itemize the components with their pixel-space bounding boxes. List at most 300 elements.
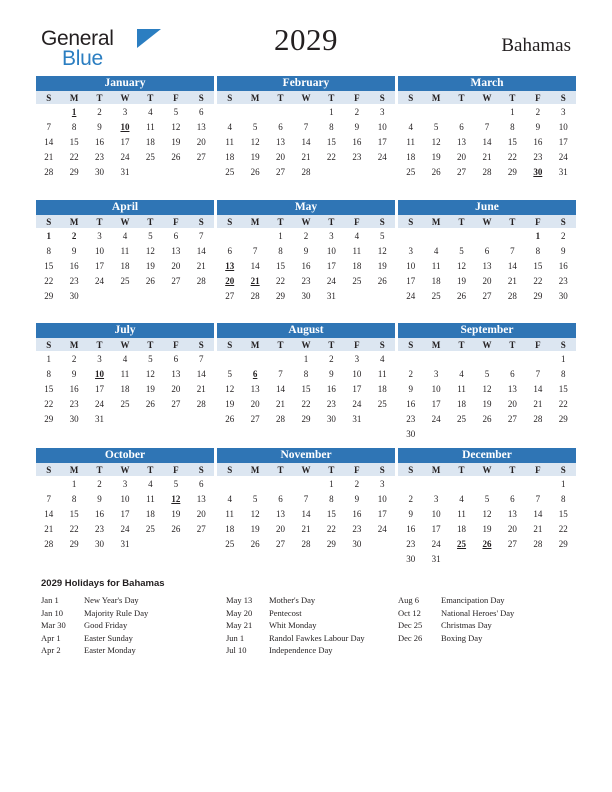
day-cell[interactable]: 19	[145, 383, 155, 394]
day-cell[interactable]: 6	[199, 106, 204, 117]
day-cell[interactable]: 2	[303, 230, 309, 241]
day-cell[interactable]: 1	[329, 106, 334, 117]
day-cell[interactable]: 13	[196, 121, 206, 132]
day-cell[interactable]: 20	[276, 151, 286, 162]
day-cell[interactable]: 25	[225, 166, 235, 177]
day-cell[interactable]: 11	[352, 245, 362, 256]
day-cell[interactable]: 25	[145, 151, 155, 162]
day-cell[interactable]: 22	[44, 275, 54, 286]
day-cell[interactable]: 9	[97, 493, 102, 504]
day-cell[interactable]: 23	[95, 523, 105, 534]
day-cell-holiday[interactable]: 21	[250, 275, 260, 286]
day-cell[interactable]: 23	[326, 398, 336, 409]
day-cell[interactable]: 7	[535, 493, 541, 504]
day-cell[interactable]: 15	[276, 260, 286, 271]
day-cell[interactable]: 17	[95, 260, 105, 271]
day-cell[interactable]: 18	[431, 275, 441, 286]
day-cell[interactable]: 19	[482, 398, 492, 409]
day-cell[interactable]: 31	[558, 166, 568, 177]
day-cell[interactable]: 8	[46, 245, 51, 256]
day-cell[interactable]: 22	[558, 523, 568, 534]
day-cell[interactable]: 28	[196, 275, 206, 286]
day-cell[interactable]: 16	[533, 136, 543, 147]
day-cell[interactable]: 12	[377, 245, 387, 256]
day-cell-holiday[interactable]: 2	[71, 230, 77, 241]
day-cell[interactable]: 28	[301, 166, 311, 177]
day-cell-holiday[interactable]: 12	[171, 493, 181, 504]
day-cell[interactable]: 8	[329, 493, 334, 504]
day-cell[interactable]: 22	[558, 398, 568, 409]
day-cell[interactable]: 27	[171, 398, 181, 409]
day-cell[interactable]: 8	[510, 121, 515, 132]
day-cell[interactable]: 29	[326, 538, 336, 549]
day-cell[interactable]: 22	[507, 151, 517, 162]
day-cell[interactable]: 5	[252, 121, 258, 132]
day-cell[interactable]: 14	[507, 260, 517, 271]
day-cell[interactable]: 21	[301, 523, 311, 534]
day-cell[interactable]: 3	[433, 493, 439, 504]
day-cell[interactable]: 24	[406, 290, 416, 301]
day-cell[interactable]: 3	[122, 478, 128, 489]
day-cell[interactable]: 23	[352, 523, 362, 534]
day-cell[interactable]: 29	[276, 290, 286, 301]
day-cell[interactable]: 10	[352, 368, 362, 379]
day-cell[interactable]: 26	[250, 538, 260, 549]
day-cell[interactable]: 7	[303, 493, 309, 504]
day-cell[interactable]: 24	[120, 151, 130, 162]
day-cell[interactable]: 16	[406, 523, 416, 534]
day-cell[interactable]: 15	[533, 260, 543, 271]
day-cell[interactable]: 14	[482, 136, 492, 147]
day-cell[interactable]: 30	[95, 538, 105, 549]
day-cell[interactable]: 11	[457, 383, 466, 394]
day-cell[interactable]: 7	[303, 121, 309, 132]
day-cell[interactable]: 14	[533, 383, 543, 394]
day-cell[interactable]: 24	[95, 398, 105, 409]
day-cell[interactable]: 5	[484, 493, 490, 504]
day-cell[interactable]: 11	[120, 245, 130, 256]
day-cell[interactable]: 21	[44, 151, 54, 162]
day-cell[interactable]: 13	[171, 368, 181, 379]
day-cell[interactable]: 5	[484, 368, 490, 379]
day-cell[interactable]: 28	[276, 413, 286, 424]
day-cell[interactable]: 29	[558, 538, 568, 549]
day-cell[interactable]: 13	[171, 245, 181, 256]
day-cell[interactable]: 18	[120, 260, 130, 271]
day-cell[interactable]: 20	[196, 508, 206, 519]
day-cell[interactable]: 25	[225, 538, 235, 549]
day-cell[interactable]: 18	[406, 151, 416, 162]
day-cell[interactable]: 17	[406, 275, 416, 286]
day-cell[interactable]: 24	[431, 538, 441, 549]
day-cell[interactable]: 21	[44, 523, 54, 534]
day-cell[interactable]: 27	[457, 166, 467, 177]
day-cell[interactable]: 12	[250, 508, 260, 519]
day-cell[interactable]: 25	[352, 275, 362, 286]
day-cell[interactable]: 3	[354, 353, 360, 364]
day-cell[interactable]: 20	[457, 151, 467, 162]
day-cell[interactable]: 19	[431, 151, 441, 162]
day-cell[interactable]: 24	[377, 151, 387, 162]
day-cell[interactable]: 6	[278, 121, 283, 132]
day-cell[interactable]: 23	[352, 151, 362, 162]
day-cell[interactable]: 5	[148, 230, 153, 241]
day-cell[interactable]: 5	[459, 245, 464, 256]
day-cell[interactable]: 29	[44, 413, 54, 424]
day-cell[interactable]: 27	[171, 275, 181, 286]
day-cell[interactable]: 23	[406, 538, 416, 549]
day-cell[interactable]: 15	[44, 260, 54, 271]
day-cell[interactable]: 15	[558, 508, 568, 519]
day-cell[interactable]: 3	[122, 106, 128, 117]
day-cell[interactable]: 10	[326, 245, 336, 256]
day-cell[interactable]: 2	[71, 353, 77, 364]
day-cell[interactable]: 11	[406, 136, 416, 147]
day-cell[interactable]: 28	[482, 166, 492, 177]
day-cell[interactable]: 27	[225, 290, 235, 301]
day-cell[interactable]: 4	[227, 121, 232, 132]
day-cell[interactable]: 14	[301, 136, 311, 147]
day-cell[interactable]: 14	[250, 260, 260, 271]
day-cell[interactable]: 10	[377, 493, 387, 504]
day-cell[interactable]: 16	[301, 260, 311, 271]
day-cell[interactable]: 22	[326, 523, 336, 534]
day-cell[interactable]: 3	[408, 245, 413, 256]
day-cell[interactable]: 17	[120, 136, 130, 147]
day-cell-holiday[interactable]: 13	[225, 260, 235, 271]
day-cell[interactable]: 21	[533, 523, 543, 534]
day-cell[interactable]: 9	[97, 121, 102, 132]
day-cell[interactable]: 5	[252, 493, 258, 504]
day-cell[interactable]: 9	[303, 245, 309, 256]
day-cell[interactable]: 24	[326, 275, 336, 286]
day-cell[interactable]: 6	[510, 493, 515, 504]
day-cell[interactable]: 5	[173, 106, 179, 117]
day-cell[interactable]: 19	[457, 275, 467, 286]
day-cell[interactable]: 7	[46, 493, 51, 504]
day-cell[interactable]: 30	[352, 538, 362, 549]
day-cell[interactable]: 17	[95, 383, 105, 394]
day-cell[interactable]: 4	[227, 493, 232, 504]
day-cell[interactable]: 28	[301, 538, 311, 549]
day-cell[interactable]: 26	[431, 166, 441, 177]
day-cell[interactable]: 9	[329, 368, 334, 379]
day-cell[interactable]: 11	[457, 508, 466, 519]
day-cell[interactable]: 7	[278, 368, 283, 379]
day-cell[interactable]: 8	[71, 493, 77, 504]
day-cell[interactable]: 20	[171, 383, 181, 394]
day-cell[interactable]: 10	[120, 493, 130, 504]
day-cell[interactable]: 14	[196, 245, 206, 256]
day-cell[interactable]: 14	[276, 383, 286, 394]
day-cell[interactable]: 19	[145, 260, 155, 271]
day-cell[interactable]: 20	[507, 523, 517, 534]
day-cell-holiday[interactable]: 26	[482, 538, 492, 549]
day-cell[interactable]: 25	[431, 290, 441, 301]
day-cell-holiday[interactable]: 1	[46, 230, 51, 241]
day-cell[interactable]: 15	[507, 136, 517, 147]
day-cell[interactable]: 27	[196, 151, 206, 162]
day-cell[interactable]: 2	[408, 368, 413, 379]
day-cell[interactable]: 30	[301, 290, 311, 301]
day-cell[interactable]: 9	[408, 508, 413, 519]
day-cell[interactable]: 28	[507, 290, 517, 301]
day-cell[interactable]: 2	[329, 353, 334, 364]
day-cell[interactable]: 23	[69, 275, 79, 286]
day-cell[interactable]: 17	[558, 136, 568, 147]
day-cell[interactable]: 21	[507, 275, 517, 286]
day-cell[interactable]: 18	[145, 508, 155, 519]
day-cell[interactable]: 22	[301, 398, 311, 409]
day-cell[interactable]: 1	[46, 353, 51, 364]
day-cell[interactable]: 6	[510, 368, 515, 379]
day-cell[interactable]: 20	[507, 398, 517, 409]
day-cell[interactable]: 8	[278, 245, 283, 256]
day-cell[interactable]: 8	[46, 368, 51, 379]
day-cell[interactable]: 1	[329, 478, 334, 489]
day-cell[interactable]: 30	[558, 290, 568, 301]
day-cell[interactable]: 20	[482, 275, 492, 286]
day-cell[interactable]: 26	[377, 275, 387, 286]
day-cell[interactable]: 7	[46, 121, 51, 132]
day-cell[interactable]: 10	[558, 121, 568, 132]
day-cell[interactable]: 9	[71, 245, 77, 256]
day-cell[interactable]: 22	[533, 275, 543, 286]
day-cell[interactable]: 30	[69, 290, 79, 301]
day-cell[interactable]: 3	[561, 106, 566, 117]
day-cell[interactable]: 21	[196, 383, 206, 394]
day-cell[interactable]: 19	[250, 151, 260, 162]
day-cell[interactable]: 3	[433, 368, 439, 379]
day-cell[interactable]: 17	[431, 523, 441, 534]
day-cell[interactable]: 6	[173, 353, 179, 364]
day-cell-holiday[interactable]: 20	[225, 275, 235, 286]
day-cell[interactable]: 13	[507, 508, 517, 519]
day-cell[interactable]: 4	[122, 353, 128, 364]
day-cell[interactable]: 21	[482, 151, 492, 162]
day-cell[interactable]: 15	[69, 508, 79, 519]
day-cell[interactable]: 28	[196, 398, 206, 409]
day-cell[interactable]: 15	[326, 136, 336, 147]
day-cell[interactable]: 9	[354, 121, 360, 132]
day-cell[interactable]: 6	[173, 230, 179, 241]
day-cell[interactable]: 9	[561, 245, 566, 256]
day-cell[interactable]: 26	[145, 398, 155, 409]
day-cell[interactable]: 6	[278, 493, 283, 504]
day-cell[interactable]: 1	[71, 478, 77, 489]
day-cell[interactable]: 5	[148, 353, 153, 364]
day-cell[interactable]: 17	[377, 508, 387, 519]
day-cell[interactable]: 24	[558, 151, 568, 162]
day-cell[interactable]: 12	[457, 260, 467, 271]
day-cell[interactable]: 13	[196, 493, 206, 504]
day-cell[interactable]: 16	[69, 383, 79, 394]
day-cell[interactable]: 14	[44, 508, 54, 519]
day-cell[interactable]: 21	[533, 398, 543, 409]
day-cell[interactable]: 12	[250, 136, 260, 147]
day-cell[interactable]: 25	[457, 413, 467, 424]
day-cell[interactable]: 30	[406, 428, 416, 439]
day-cell[interactable]: 23	[69, 398, 79, 409]
day-cell[interactable]: 11	[146, 493, 155, 504]
day-cell[interactable]: 27	[507, 413, 517, 424]
day-cell[interactable]: 8	[561, 493, 566, 504]
day-cell[interactable]: 20	[196, 136, 206, 147]
day-cell[interactable]: 3	[380, 478, 385, 489]
day-cell[interactable]: 22	[69, 523, 79, 534]
day-cell[interactable]: 1	[510, 106, 515, 117]
day-cell[interactable]: 10	[377, 121, 387, 132]
day-cell[interactable]: 23	[95, 151, 105, 162]
day-cell[interactable]: 8	[535, 245, 541, 256]
day-cell[interactable]: 26	[171, 151, 181, 162]
day-cell[interactable]: 8	[329, 121, 334, 132]
day-cell[interactable]: 28	[533, 538, 543, 549]
day-cell[interactable]: 19	[482, 523, 492, 534]
day-cell[interactable]: 31	[95, 413, 105, 424]
day-cell[interactable]: 5	[173, 478, 179, 489]
day-cell[interactable]: 13	[482, 260, 492, 271]
day-cell[interactable]: 22	[326, 151, 336, 162]
day-cell[interactable]: 11	[431, 260, 441, 271]
day-cell[interactable]: 4	[408, 121, 413, 132]
day-cell[interactable]: 10	[95, 245, 105, 256]
day-cell[interactable]: 31	[120, 538, 130, 549]
day-cell[interactable]: 2	[97, 106, 102, 117]
day-cell[interactable]: 27	[276, 538, 286, 549]
day-cell[interactable]: 2	[354, 106, 360, 117]
day-cell[interactable]: 19	[171, 508, 181, 519]
day-cell[interactable]: 22	[69, 151, 79, 162]
day-cell[interactable]: 25	[406, 166, 416, 177]
day-cell[interactable]: 12	[431, 136, 441, 147]
day-cell[interactable]: 31	[120, 166, 130, 177]
day-cell[interactable]: 17	[120, 508, 130, 519]
day-cell[interactable]: 4	[459, 368, 464, 379]
day-cell[interactable]: 25	[145, 523, 155, 534]
day-cell[interactable]: 24	[120, 523, 130, 534]
day-cell[interactable]: 6	[199, 478, 204, 489]
day-cell[interactable]: 15	[69, 136, 79, 147]
day-cell[interactable]: 23	[301, 275, 311, 286]
day-cell[interactable]: 16	[352, 136, 362, 147]
day-cell[interactable]: 18	[457, 523, 467, 534]
day-cell[interactable]: 11	[120, 368, 130, 379]
day-cell-holiday[interactable]: 30	[533, 166, 543, 177]
day-cell[interactable]: 7	[199, 230, 204, 241]
day-cell[interactable]: 30	[95, 166, 105, 177]
day-cell[interactable]: 20	[171, 260, 181, 271]
day-cell[interactable]: 18	[145, 136, 155, 147]
day-cell[interactable]: 8	[303, 368, 309, 379]
day-cell[interactable]: 6	[484, 245, 490, 256]
day-cell[interactable]: 16	[69, 260, 79, 271]
day-cell[interactable]: 23	[558, 275, 568, 286]
day-cell[interactable]: 5	[433, 121, 439, 132]
day-cell[interactable]: 18	[225, 523, 235, 534]
day-cell[interactable]: 26	[225, 413, 235, 424]
day-cell[interactable]: 12	[482, 383, 492, 394]
day-cell[interactable]: 25	[377, 398, 387, 409]
day-cell[interactable]: 12	[482, 508, 492, 519]
day-cell[interactable]: 13	[457, 136, 467, 147]
day-cell[interactable]: 21	[276, 398, 286, 409]
day-cell[interactable]: 7	[484, 121, 490, 132]
day-cell[interactable]: 10	[431, 508, 441, 519]
day-cell[interactable]: 14	[301, 508, 311, 519]
day-cell[interactable]: 9	[354, 493, 360, 504]
day-cell[interactable]: 27	[482, 290, 492, 301]
day-cell[interactable]: 16	[352, 508, 362, 519]
day-cell[interactable]: 29	[44, 290, 54, 301]
day-cell[interactable]: 14	[196, 368, 206, 379]
day-cell[interactable]: 7	[535, 368, 541, 379]
day-cell[interactable]: 14	[44, 136, 54, 147]
day-cell[interactable]: 16	[95, 136, 105, 147]
day-cell[interactable]: 22	[276, 275, 286, 286]
day-cell[interactable]: 3	[97, 230, 102, 241]
day-cell[interactable]: 20	[250, 398, 260, 409]
day-cell[interactable]: 13	[276, 136, 286, 147]
day-cell[interactable]: 17	[326, 260, 336, 271]
day-cell[interactable]: 27	[276, 166, 286, 177]
day-cell[interactable]: 24	[352, 398, 362, 409]
day-cell[interactable]: 27	[250, 413, 260, 424]
day-cell-holiday[interactable]: 10	[95, 368, 105, 379]
day-cell[interactable]: 15	[558, 383, 568, 394]
day-cell[interactable]: 27	[196, 523, 206, 534]
day-cell[interactable]: 11	[225, 136, 235, 147]
day-cell[interactable]: 11	[225, 508, 235, 519]
day-cell[interactable]: 2	[97, 478, 102, 489]
day-cell[interactable]: 12	[145, 245, 155, 256]
day-cell[interactable]: 31	[352, 413, 362, 424]
day-cell[interactable]: 19	[225, 398, 235, 409]
day-cell[interactable]: 15	[44, 383, 54, 394]
day-cell[interactable]: 13	[250, 383, 260, 394]
day-cell[interactable]: 16	[326, 383, 336, 394]
day-cell[interactable]: 29	[533, 290, 543, 301]
day-cell[interactable]: 19	[377, 260, 387, 271]
day-cell[interactable]: 10	[431, 383, 441, 394]
day-cell[interactable]: 1	[561, 353, 566, 364]
day-cell[interactable]: 20	[276, 523, 286, 534]
day-cell[interactable]: 28	[250, 290, 260, 301]
day-cell[interactable]: 4	[122, 230, 128, 241]
day-cell[interactable]: 30	[326, 413, 336, 424]
day-cell[interactable]: 1	[278, 230, 283, 241]
day-cell[interactable]: 12	[225, 383, 235, 394]
day-cell[interactable]: 7	[199, 353, 204, 364]
day-cell[interactable]: 18	[457, 398, 467, 409]
day-cell[interactable]: 17	[377, 136, 387, 147]
day-cell[interactable]: 5	[227, 368, 232, 379]
day-cell[interactable]: 1	[561, 478, 566, 489]
day-cell[interactable]: 26	[250, 166, 260, 177]
day-cell[interactable]: 25	[120, 398, 130, 409]
day-cell[interactable]: 28	[44, 538, 54, 549]
day-cell[interactable]: 15	[326, 508, 336, 519]
day-cell[interactable]: 12	[145, 368, 155, 379]
day-cell[interactable]: 15	[301, 383, 311, 394]
day-cell[interactable]: 26	[457, 290, 467, 301]
day-cell[interactable]: 1	[303, 353, 309, 364]
day-cell-holiday[interactable]: 1	[71, 106, 77, 117]
day-cell[interactable]: 29	[558, 413, 568, 424]
day-cell[interactable]: 31	[431, 553, 441, 564]
day-cell[interactable]: 21	[196, 260, 206, 271]
day-cell[interactable]: 30	[69, 413, 79, 424]
